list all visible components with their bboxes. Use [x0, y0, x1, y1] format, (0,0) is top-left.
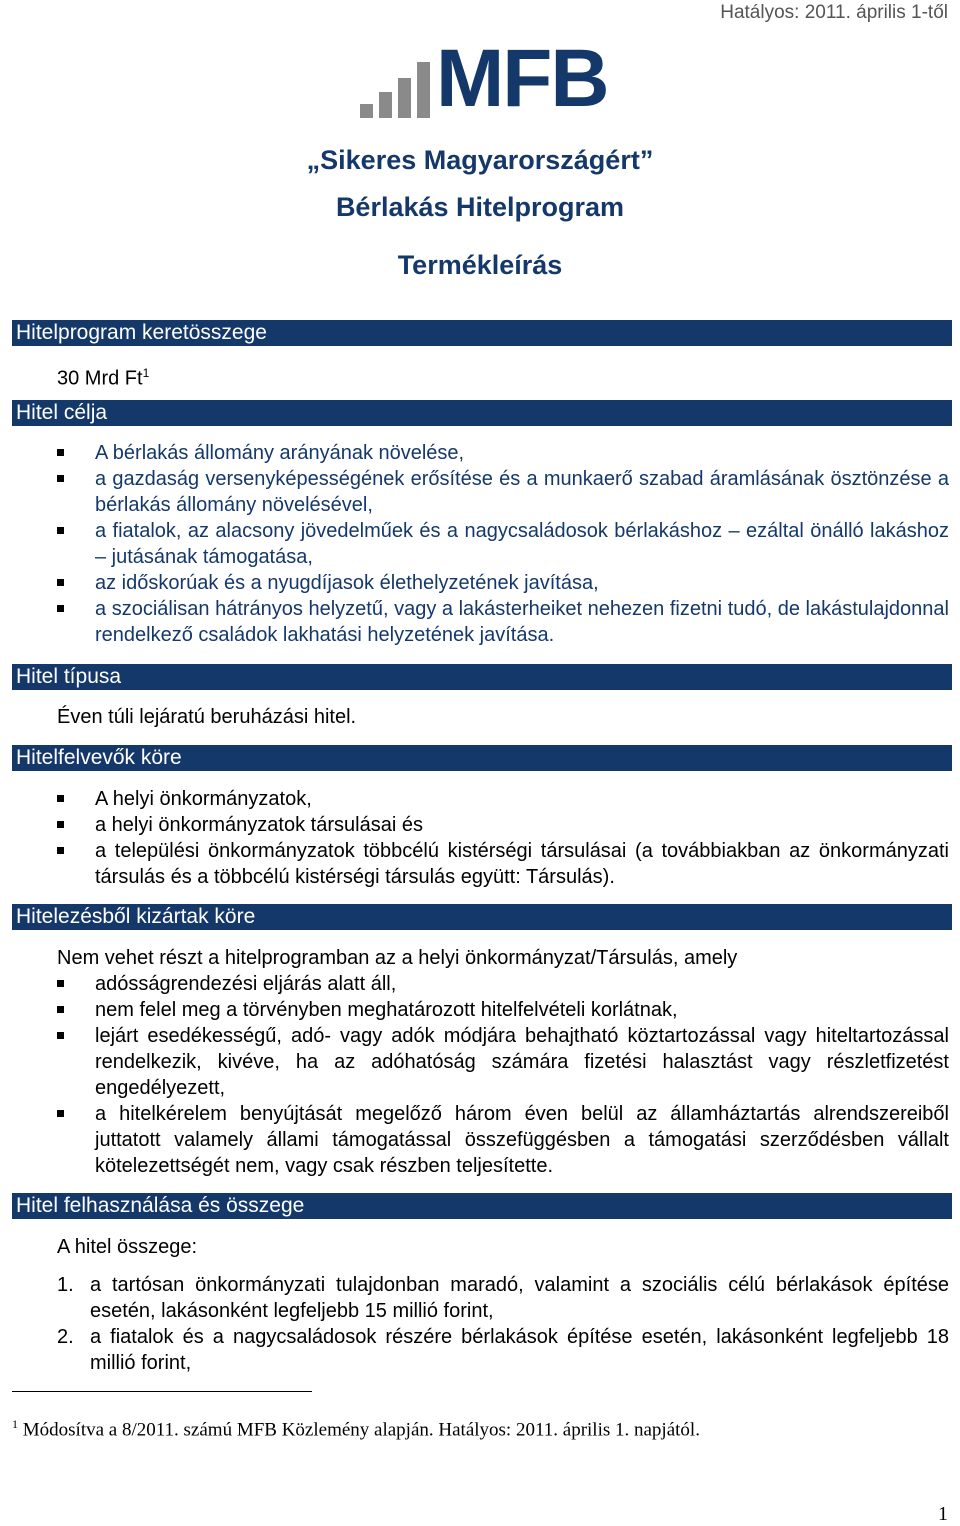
list-item: a helyi önkormányzatok társulásai és: [57, 812, 949, 838]
loan-type-text: Éven túli lejáratú beruházási hitel.: [57, 706, 357, 728]
list-item: A bérlakás állomány arányának növelése,: [57, 440, 949, 466]
title-line1: „Sikeres Magyarországért”: [306, 145, 654, 175]
footnote: $^1$ Módosítva a 8/2011. számú MFB Közlemény alapján. Hatályos: 2011. április 1. napjától.: [12, 1417, 700, 1441]
list-item: a szociálisan hátrányos helyzetű, vagy a lakásterheiket nehezen fizetni tudó, de lakástulajdonnal rendelkező családok lakhatási helyzetének javítása.: [57, 596, 949, 648]
list-item: a fiatalok, az alacsony jövedelműek és a nagycsaládosok bérlakáshoz – ezáltal önálló lakáshoz – jutásának támogatása,: [57, 518, 949, 570]
title-line3: Termékleírás: [397, 250, 563, 280]
page-number: 1: [938, 1503, 948, 1525]
excluded-intro: Nem vehet részt a hitelprogramban az a helyi önkormányzat/Társulás, amely: [57, 947, 738, 969]
section-header-borrowers: Hitelfelvevők köre: [12, 745, 952, 771]
list-item: a települési önkormányzatok többcélú kistérségi társulásai (a továbbiakban az önkormányzati társulás és a többcélú kistérségi társulás együtt: Társulás).: [57, 838, 949, 890]
list-item: 2. a fiatalok és a nagycsaládosok részére bérlakások építése esetén, lakásonként legfeljebb 18 millió forint,: [57, 1326, 949, 1374]
section-header-framework: Hitelprogram keretösszege: [12, 320, 952, 346]
usage-list: [57, 1272, 949, 1376]
borrowers-list: [57, 786, 949, 890]
section-header-type: Hitel típusa: [12, 664, 952, 690]
usage-intro: A hitel összege:: [57, 1236, 198, 1258]
mfb-logo: [360, 33, 610, 124]
excluded-list: [57, 971, 949, 1179]
list-item: nem felel meg a törvényben meghatározott hitelfelvételi korlátnak,: [57, 997, 949, 1023]
effective-date: Hatályos: 2011. április 1-től: [720, 2, 948, 23]
section-header-purpose: Hitel célja: [12, 400, 952, 426]
list-item: adósságrendezési eljárás alatt áll,: [57, 971, 949, 997]
title-line2: Bérlakás Hitelprogram: [335, 192, 625, 222]
footnote-ref: 1: [142, 366, 150, 380]
logo-text: MFB: [436, 33, 608, 124]
list-item: a gazdaság versenyképességének erősítése és a munkaerő szabad áramlásának ösztönzése a bérlakás állomány növelésével,: [57, 466, 949, 518]
list-item: a hitelkérelem benyújtását megelőző három éven belül az államháztartás alrendszereiből juttatott valamely állami támogatással összefüggésben a támogatási szerződésben vállalt kötelezettségét nem, vagy csak részben teljesítette.: [57, 1101, 949, 1179]
purpose-list: [57, 440, 949, 648]
list-item: lejárt esedékességű, adó- vagy adók módjára behajtható köztartozással vagy hiteltartozással rendelkezik, kivéve, ha az adóhatóság számára fizetési halasztást vagy részletfizetést engedélyezett,: [57, 1023, 949, 1101]
section-header-excluded: Hitelezésből kizártak köre: [12, 904, 952, 930]
footnote-separator: [12, 1391, 312, 1392]
section-header-usage: Hitel felhasználása és összege: [12, 1193, 952, 1219]
list-item: az időskorúak és a nyugdíjasok élethelyzetének javítása,: [57, 570, 949, 596]
list-item: 1. a tartósan önkormányzati tulajdonban maradó, valamint a szociális célú bérlakások építése esetén, lakásonként legfeljebb 15 millió forint,: [57, 1274, 949, 1322]
framework-amount: 30 Mrd Ft$^1$: [57, 366, 150, 390]
list-item: A helyi önkormányzatok,: [57, 786, 949, 812]
